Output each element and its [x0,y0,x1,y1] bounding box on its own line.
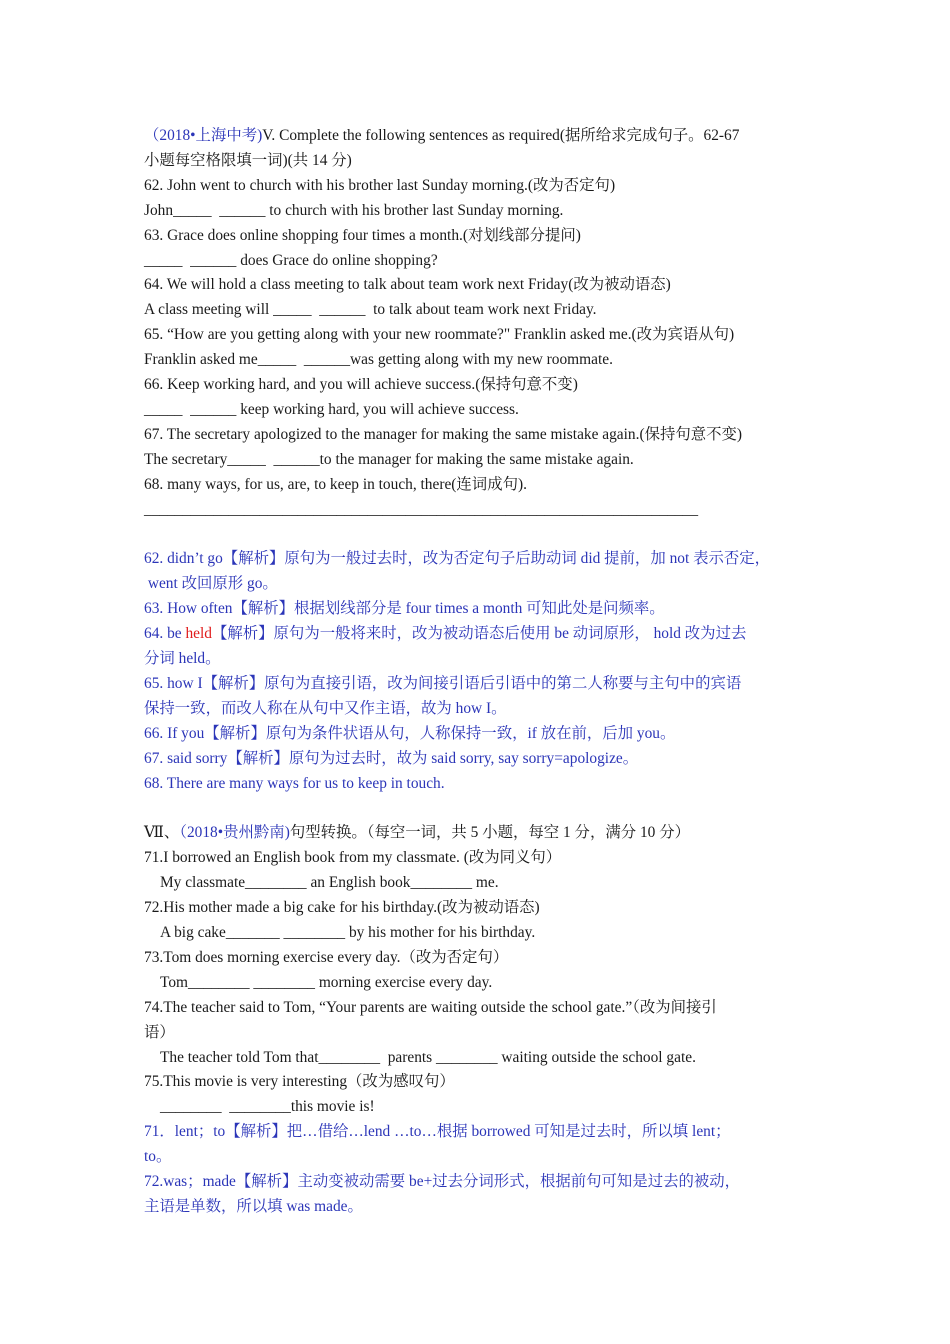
question-67: 67. The secretary apologized to the manager for making the same mistake again.(保持句意不变) [144,425,743,443]
section-vii-number: Ⅶ、 [144,824,180,842]
question-74-blank: The teacher told Tom that________ parents ________ waiting outside the school gate. [160,1048,696,1066]
answer-65-line1: 65. how I【解析】原句为直接引语，改为间接引语后引语中的第二人称要与主句中的宾语 [144,674,742,692]
question-64-blank: A class meeting will _____ ______ to talk about team work next Friday. [144,301,597,319]
question-68: 68. many ways, for us, are, to keep in touch, there(连词成句). [144,475,527,493]
answer-64-line2: 分词 held。 [144,650,221,668]
question-62: 62. John went to church with his brother last Sunday morning.(改为否定句) [144,176,616,194]
question-75: 75.This movie is very interesting（改为感叹句） [144,1073,455,1091]
answer-65-line2: 保持一致，而改人称在从句中又作主语，故为 how I。 [144,699,507,717]
answer-62-line2: went 改回原形 go。 [144,575,278,593]
answer-66: 66. If you【解析】原句为条件状语从句，人称保持一致，if 放在前，后加 you。 [144,724,676,742]
question-65: 65. “How are you getting along with your new roommate?" Franklin asked me.(改为宾语从句) [144,326,735,344]
spacer [144,796,816,821]
question-75-blank: ________ ________this movie is! [160,1098,375,1116]
spacer [144,523,816,548]
question-64: 64. We will hold a class meeting to talk about team work next Friday(改为被动语态) [144,276,671,294]
question-68-blank: ________________________________________________________________________ [144,500,699,518]
section-vii-title: 句型转换。（每空一词，共 5 小题，每空 1 分，满分 10 分） [289,824,690,842]
question-73-blank: Tom________ ________ morning exercise every day. [160,973,493,991]
document-page [144,124,816,1220]
answer-71-line1: 71．lent；to【解析】把…借给…lend …to…根据 borrowed 可知是过去时，所以填 lent； [144,1123,731,1141]
question-73: 73.Tom does morning exercise every day.（改为否定句） [144,948,509,966]
answer-63: 63. How often【解析】根据划线部分是 four times a month 可知此处是问频率。 [144,600,665,618]
question-66: 66. Keep working hard, and you will achieve success.(保持句意不变) [144,376,578,394]
question-71: 71.I borrowed an English book from my classmate. (改为同义句） [144,849,562,867]
answer-64-highlight: held [185,625,212,643]
question-62-blank: John_____ ______ to church with his brother last Sunday morning. [144,201,564,219]
question-65-blank: Franklin asked me_____ ______was getting along with my new roommate. [144,351,613,369]
answer-72-line1: 72.was；made【解析】主动变被动需要 be+过去分词形式，根据前句可知是过去的被动， [144,1173,741,1191]
question-71-blank: My classmate________ an English book________ me. [160,874,499,892]
answer-67: 67. said sorry【解析】原句为过去时，故为 said sorry, say sorry=apologize。 [144,749,639,767]
question-63: 63. Grace does online shopping four times a month.(对划线部分提问) [144,226,581,244]
question-74-line1: 74.The teacher said to Tom, “Your parents are waiting outside the school gate.”（改为间接引 [144,998,717,1016]
answer-64-prefix: 64. be [144,625,186,643]
question-66-blank: _____ ______ keep working hard, you will achieve success. [144,400,519,418]
section-vii-source-tag: （2018•贵州黔南) [179,824,290,842]
question-67-blank: The secretary_____ ______to the manager for making the same mistake again. [144,450,634,468]
answer-71-line2: to。 [144,1148,172,1166]
answer-64-explanation: 【解析】原句为一般将来时，改为被动语态后使用 be 动词原形， hold 改为过去 [211,625,747,643]
answer-72-line2: 主语是单数，所以填 was made。 [144,1197,363,1215]
question-74-line2: 语） [144,1023,175,1041]
section-v-title: V. Complete the following sentences as required(据所给求完成句子。62-67 [262,127,740,144]
question-72-blank: A big cake_______ ________ by his mother for his birthday. [160,923,536,941]
answer-62-line1: 62. didn’t go【解析】原句为一般过去时，改为否定句子后助动词 did 提前，加 not 表示否定， [144,550,771,568]
section-v-heading [144,124,816,149]
section-v-title-line2: 小题每空格限填一词)(共 14 分) [144,151,352,169]
section-v-source-tag: （2018•上海中考) [144,127,263,144]
answer-68: 68. There are many ways for us to keep in touch. [144,774,445,792]
question-63-blank: _____ ______ does Grace do online shopping? [144,251,438,269]
question-72: 72.His mother made a big cake for his birthday.(改为被动语态) [144,899,540,917]
answer-64-line1 [144,622,816,647]
section-vii-heading [144,821,816,846]
